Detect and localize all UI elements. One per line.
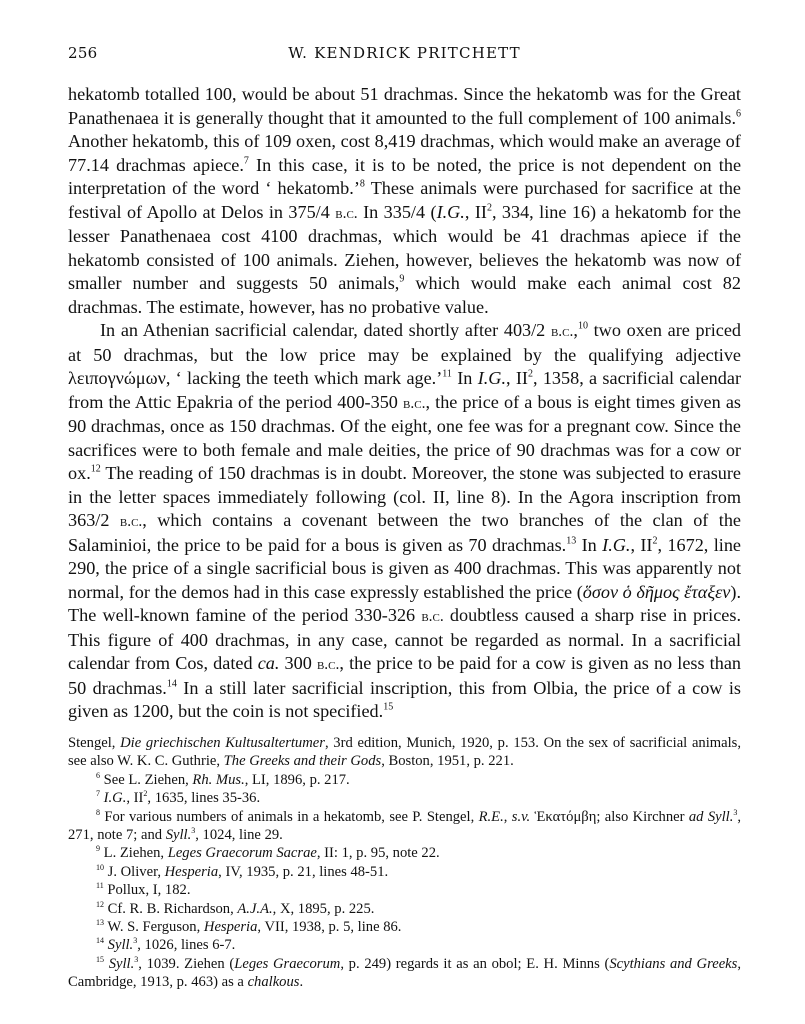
edition-superscript: 2 [527, 368, 533, 380]
citation-title: R.E. [478, 808, 504, 825]
citation-title: Syll. [104, 937, 134, 954]
main-text [68, 83, 741, 724]
text-run: doubtless caused a sharp rise in prices. This figure of 400 drachmas, in any case, cannot be regarded as normal. In a sacrificial calendar from Cos, dated [68, 605, 741, 673]
text-run: hekatomb totalled 100, would be about 51 drachmas. Since the hekatomb was for the Great Panathenaea it is generally thought that it amounted to the full complement of 100 animals. [68, 84, 741, 128]
footnote-11 [68, 881, 741, 899]
text-run: The reading of 150 drachmas is in doubt. Moreover, the stone was subjected to erasure in the letter spaces immediately following (col. II, line 8). In the Agora inscription from 363/2 [68, 463, 741, 530]
edition-superscript: 3 [191, 826, 196, 836]
citation-title: Rh. Mus. [192, 771, 245, 788]
text-run: ). The well-known famine of the period 330-326 [68, 581, 741, 625]
text-run: In 335/4 ( [357, 201, 437, 222]
footnote-10 [68, 863, 741, 881]
footnote-number: 9 [96, 844, 101, 854]
text-run: W. S. Ferguson, [104, 919, 204, 936]
text-run: ; also Kirchner [596, 808, 689, 825]
text-run: . [299, 974, 304, 991]
footnote-ref-13: 13 [566, 535, 577, 546]
footnote-number: 15 [96, 954, 105, 964]
footnotes [68, 734, 741, 992]
running-title: W. KENDRICK PRITCHETT [288, 44, 521, 62]
footnote-ref-9: 9 [399, 273, 405, 285]
footnote-8 [68, 808, 741, 845]
citation-title: Leges Graecorum [234, 955, 341, 972]
citation-title: I.G. [602, 534, 631, 555]
footnote-7 [68, 789, 741, 807]
citation-title: ad Syll. [688, 808, 734, 825]
text-run: , II [506, 368, 528, 388]
text-run: , II [464, 201, 487, 222]
edition-superscript: 3 [133, 936, 138, 946]
footnote-number: 6 [96, 770, 101, 780]
text-run: , p. 249) regards it as an obol; E. H. Minns ( [340, 955, 610, 972]
citation-title: Die griechischen Kultusaltertumer [120, 735, 325, 751]
sub-voce-abbrev: s.v. [511, 808, 531, 825]
citation-title: I.G. [436, 201, 465, 222]
text-run: , LI, 1896, p. 217. [244, 771, 350, 788]
text-run: J. Oliver, [104, 863, 165, 880]
text-run: In [576, 534, 603, 555]
text-run: , 1358, a sacrificial calendar from the Attic Epakria of the period 400-350 [68, 368, 742, 412]
footnote-number: 11 [96, 881, 104, 891]
footnote-12 [68, 900, 741, 918]
text-run: , Cambridge, 1913, p. 463) as a [68, 955, 741, 991]
text-run: Another hekatomb, this of 109 oxen, cost 8,419 drachmas, which would make an average of 77.14 drachmas apiece. [68, 131, 741, 175]
text-run: two oxen are priced at 50 drachmas, but the low price may be explained by the qualifying adjective [68, 320, 741, 365]
footnote-14 [68, 936, 741, 954]
text-run: , [573, 320, 578, 340]
footnote-ref-7: 7 [243, 155, 249, 166]
text-run: , X, 1895, p. 225. [272, 900, 375, 917]
footnote-number: 13 [96, 918, 105, 928]
text-run: , IV, 1935, p. 21, lines 48-51. [218, 863, 389, 880]
era-abbrev: b.c. [335, 204, 358, 222]
text-run: , 334, line 16) a hekatomb for the lesser Panathenaea cost 4100 drachmas, which would be 41 drachmas apiece if the hekatomb consisted of 100 animals. Ziehen, however, believes the hekatomb was now of smaller number and suggests 50 animals, [68, 201, 741, 293]
footnote-ref-12: 12 [90, 463, 101, 475]
citation-title: chalkous [247, 974, 300, 991]
footnote-13 [68, 918, 741, 936]
footnote-9 [68, 844, 741, 862]
text-run: In a still later sacrificial inscription, this from Olbia, the price of a cow is given as 1200, but the coin is not specified. [68, 677, 741, 721]
text-run: , the price of a bous is eight times given as 90 drachmas, once as 150 drachmas. Of the eight, one fee was for a pregnant cow. Since the sacrifices were to both female and male deities, the price of 90 drachmas was for a cow or ox. [68, 391, 741, 483]
running-header [68, 44, 741, 68]
citation-title: Syll. [165, 827, 192, 844]
edition-superscript: 2 [486, 202, 492, 213]
footnote-ref-8: 8 [359, 178, 365, 190]
footnote-number: 12 [96, 899, 105, 909]
footnote-15 [68, 955, 741, 992]
text-run: L. Ziehen, [100, 845, 168, 862]
paragraph-2 [68, 319, 741, 724]
text-run: , II: 1, p. 95, note 22. [316, 845, 440, 862]
text-run: which would make each animal cost 82 drachmas. The estimate, however, has no probative value. [68, 273, 741, 317]
paragraph-1 [68, 83, 741, 319]
text-run: , 1635, lines 35-36. [147, 790, 261, 807]
text-run: See L. Ziehen, [100, 771, 193, 788]
greek-word: Ἑκατόμβη [530, 808, 597, 825]
edition-superscript: 2 [143, 789, 148, 799]
text-run: , II [630, 534, 653, 555]
footnote-ref-6: 6 [736, 108, 741, 119]
footnote-ref-15: 15 [383, 701, 394, 713]
footnote-ref-11: 11 [442, 368, 452, 380]
citation-title: Leges Graecorum Sacrae [167, 845, 317, 862]
text-run: 300 [279, 653, 317, 673]
era-abbrev: b.c. [316, 656, 340, 673]
edition-superscript: 3 [733, 807, 738, 817]
footnote-ref-14: 14 [166, 678, 177, 689]
citation-title: Scythians and Greeks [609, 955, 738, 972]
text-run: , the price to be paid for a cow is given as no less than 50 drachmas. [68, 653, 741, 698]
circa-abbrev: ca. [257, 653, 280, 673]
citation-title: The Greeks and their Gods [223, 753, 382, 770]
citation-title: Hesperia [203, 919, 258, 936]
text-run: , which contains a covenant between the two branches of the clan of the Salaminioi, the price to be paid for a bous is given as 70 drachmas. [68, 510, 741, 555]
era-abbrev: b.c. [550, 323, 574, 340]
text-run: , [503, 808, 512, 825]
text-run: These animals were purchased for sacrifice at the festival of Apollo at Delos in 375/4 [68, 178, 741, 222]
footnote-ref-10: 10 [577, 320, 588, 332]
footnote-continued [68, 734, 741, 771]
text-run: , 1672, line 290, the price of a single sacrificial bous is given as 400 drachmas. This was apparently not normal, for the demos had in this case expressly established the price ( [68, 534, 741, 602]
citation-title: Syll. [104, 955, 135, 972]
greek-word: λειπογνώμων [68, 368, 166, 388]
footnote-number: 14 [96, 936, 105, 946]
footnote-number: 8 [96, 807, 101, 817]
text-run: In [451, 368, 478, 388]
text-run: , VII, 1938, p. 5, line 86. [257, 919, 402, 936]
text-run: , 3rd edition, Munich, 1920, p. 153. On the sex of sacrificial animals, see also W. K. C. Guthrie, [68, 735, 741, 770]
citation-title: I.G. [477, 368, 506, 388]
era-abbrev: b.c. [421, 608, 444, 625]
text-run: Stengel, [68, 735, 121, 751]
text-run: , 1026, lines 6-7. [137, 937, 236, 954]
greek-phrase: ὅσον ὁ δῆμος ἔταξεν [582, 581, 731, 602]
footnote-number: 7 [96, 789, 101, 799]
footnote-6 [68, 771, 741, 789]
page-number: 256 [68, 44, 98, 62]
edition-superscript: 2 [652, 535, 658, 546]
text-run: For various numbers of animals in a hekatomb, see P. Stengel, [100, 808, 479, 825]
footnote-number: 10 [96, 862, 105, 872]
text-run: In this case, it is to be noted, the price is not dependent on the interpretation of the word ‘ hekatomb.’ [68, 154, 742, 198]
text-run: , II [126, 790, 144, 807]
text-run: Cf. R. B. Richardson, [104, 900, 238, 917]
era-abbrev: b.c. [119, 513, 143, 530]
text-run: Pollux, I, 182. [103, 882, 191, 899]
citation-title: A.J.A. [237, 900, 273, 917]
era-abbrev: b.c. [403, 394, 426, 412]
text-run: , 271, note 7; and [68, 808, 742, 844]
edition-superscript: 3 [134, 954, 139, 964]
text-run: , Boston, 1951, p. 221. [381, 753, 514, 770]
citation-title: I.G. [100, 790, 127, 807]
text-run: In an Athenian sacrificial calendar, dated shortly after 403/2 [100, 320, 551, 340]
text-run: , 1039. Ziehen ( [138, 955, 235, 972]
citation-title: Hesperia [164, 863, 219, 880]
text-run: , 1024, line 29. [195, 827, 283, 844]
text-run: , ‘ lacking the teeth which mark age.’ [165, 368, 443, 388]
